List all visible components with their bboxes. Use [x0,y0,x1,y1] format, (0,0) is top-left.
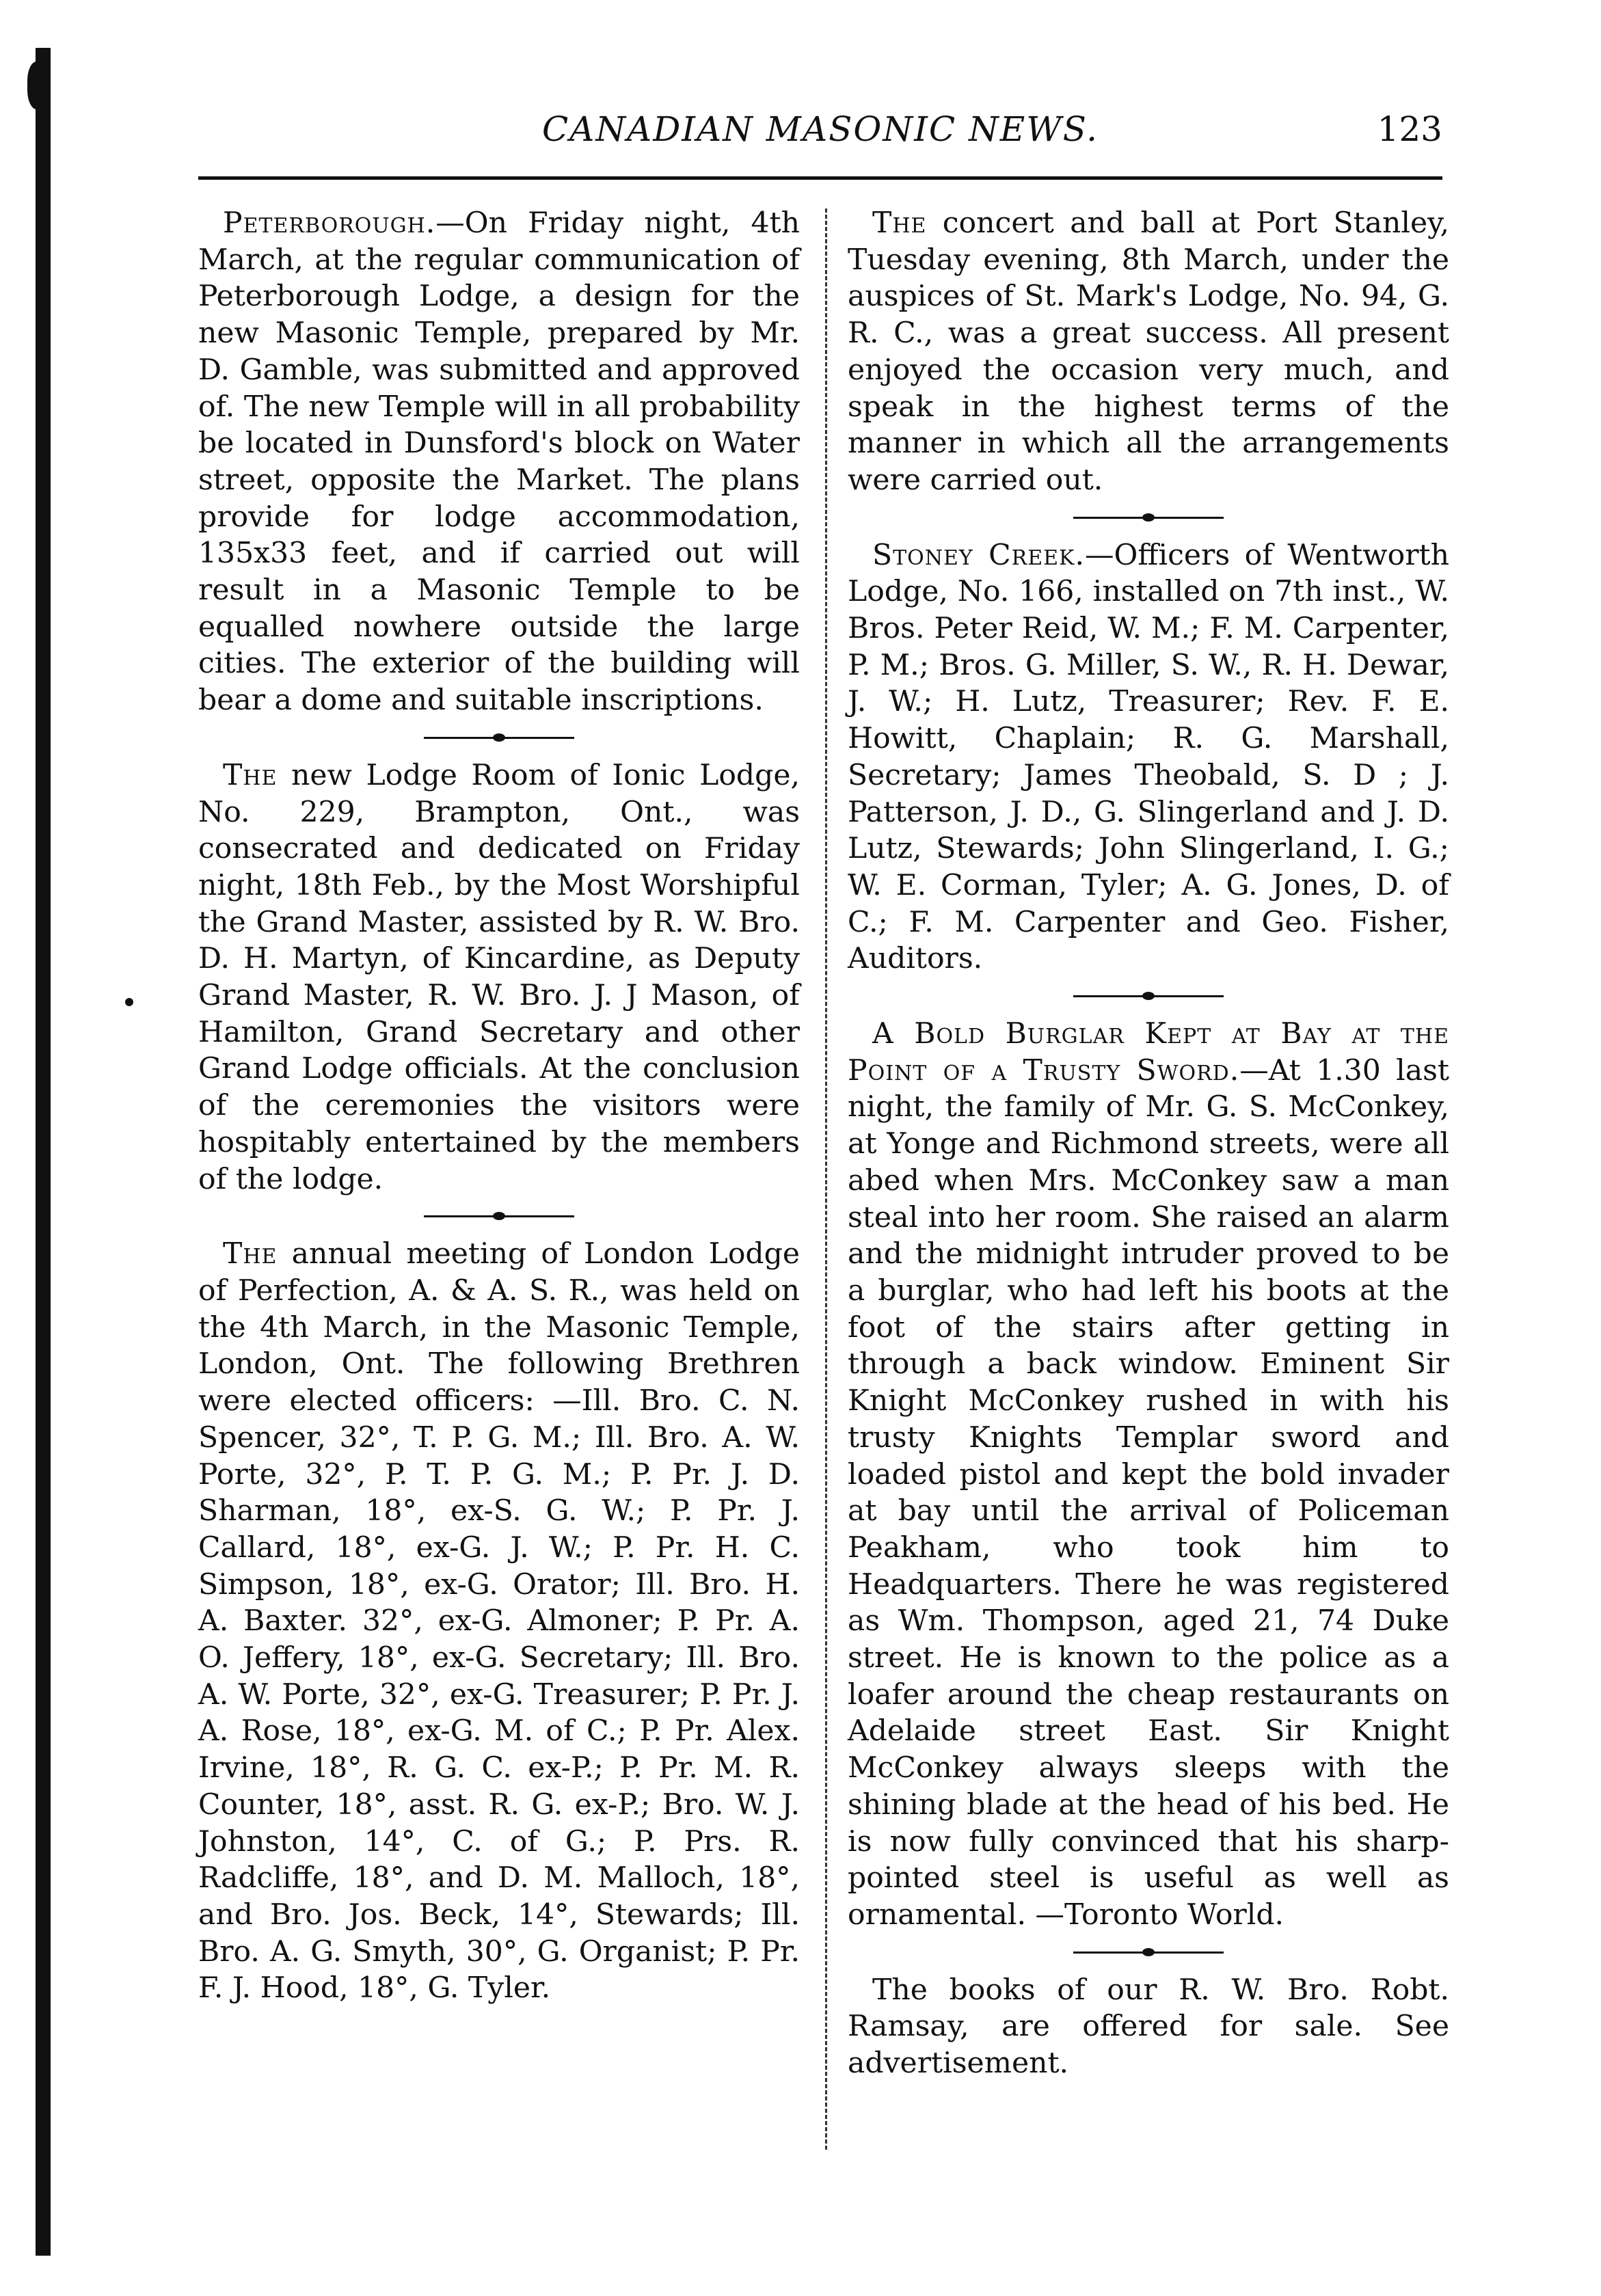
article-concert [848,205,1449,499]
binding-rule [36,48,51,2256]
article-lead: The [872,206,927,240]
article-lead: Stoney Creek. [872,538,1085,572]
page-number: 123 [1377,109,1442,149]
article-burglar [848,1016,1449,1934]
left-column [198,205,800,2007]
section-separator [198,719,800,757]
article-ionic-lodge [198,757,800,1198]
article-london-lodge [198,1236,800,2007]
article-lead: A Bold Burglar Kept at Bay at the Point of a Trusty Sword. [848,1017,1449,1088]
article-body: —Officers of Wentworth Lodge, No. 166, installed on 7th inst., W. Bros. Peter Reid, W. M.; F. M. Carpenter, P. M.; Bros. G. Miller, S. W., R. H. Dewar, J. W.; H. Lutz, Treasurer; Rev. F. E. Howitt, Chaplain; R. G. Marshall, Secretary; James Theobald, S. D ; J. Patterson, J. D., G. Slingerland and J. D. Lutz, Stewards; John Slingerland, I. G.; W. E. Corman, Tyler; A. G. Jones, D. of C.; F. M. Carpenter and Geo. Fisher, Auditors. [848,538,1449,976]
column-divider [825,208,827,2150]
header-rule [198,176,1442,180]
page-header [198,109,1442,164]
article-body: The books of our R. W. Bro. Robt. Ramsay, are offered for sale. See advertisement. [848,1973,1449,2081]
section-separator [848,977,1449,1016]
article-body: new Lodge Room of Ionic Lodge, No. 229, Brampton, Ont., was consecrated and dedicated on Friday night, 18th Feb., by the Most Worshipful the Grand Master, assisted by R. W. Bro. D. H. Martyn, of Kincardine, as Deputy Grand Master, R. W. Bro. J. J Mason, of Hamilton, Grand Secretary and other Grand Lodge officials. At the conclusion of the ceremonies the visitors were hospitably entertained by the members of the lodge. [198,758,800,1196]
article-lead: Peterborough. [223,206,436,240]
article-body: concert and ball at Port Stanley, Tuesday evening, 8th March, under the auspices of St. Mark's Lodge, No. 94, G. R. C., was a great success. All present enjoyed the occasion very much, and speak in the highest terms of the manner in which all the arrangements were carried out. [848,206,1449,497]
article-lead: The [223,758,278,792]
binding-knob [27,62,51,109]
article-stoney-creek [848,537,1449,977]
section-separator [848,499,1449,537]
article-body: —On Friday night, 4th March, at the regular communication of Peterborough Lodge, a design for the new Masonic Temple, prepared by Mr. D. Gamble, was submitted and approved of. The new Temple will in all probability be located in Dunsford's block on Water street, opposite the Market. The plans provide for lodge accommodation, 135x33 feet, and if carried out will result in a Masonic Temple to be equalled nowhere outside the large cities. The exterior of the building will bear a dome and suitable inscriptions. [198,206,800,718]
section-separator [198,1198,800,1236]
section-separator [848,1934,1449,1972]
article-body: annual meeting of London Lodge of Perfection, A. & A. S. R., was held on the 4th March, in the Masonic Temple, London, Ont. The following Brethren were elected officers: —Ill. Bro. C. N. Spencer, 32°, T. P. G. M.; Ill. Bro. A. W. Porte, 32°, P. T. P. G. M.; P. Pr. J. D. Sharman, 18°, ex-S. G. W.; P. Pr. J. Callard, 18°, ex-G. J. W.; P. Pr. H. C. Simpson, 18°, ex-G. Orator; Ill. Bro. H. A. Baxter. 32°, ex-G. Almoner; P. Pr. A. O. Jeffery, 18°, ex-G. Secretary; Ill. Bro. A. W. Porte, 32°, ex-G. Treasurer; P. Pr. J. A. Rose, 18°, ex-G. M. of C.; P. Pr. Alex. Irvine, 18°, R. G. C. ex-P.; P. Pr. M. R. Counter, 18°, asst. R. G. ex-P.; Bro. W. J. Johnston, 14°, C. of G.; P. Prs. R. Radcliffe, 18°, and D. M. Malloch, 18°, and Bro. Jos. Beck, 14°, Stewards; Ill. Bro. A. G. Smyth, 30°, G. Organist; P. Pr. F. J. Hood, 18°, G. Tyler. [198,1237,800,2005]
margin-dot [125,998,133,1006]
article-lead: The [223,1237,278,1271]
right-column [848,205,1449,2082]
article-body: —At 1.30 last night, the family of Mr. G. S. McConkey, at Yonge and Richmond streets, were all abed when Mrs. McConkey saw a man steal into her room. She raised an alarm and the midnight intruder proved to be a burglar, who had left his boots at the foot of the stairs after getting in through a back window. Eminent Sir Knight McConkey rushed in with his trusty Knights Templar sword and loaded pistol and kept the bold invader at bay until the arrival of Policeman Peakham, who took him to Headquarters. There he was registered as Wm. Thompson, aged 21, 74 Duke street. He is known to the police as a loafer around the cheap restaurants on Adelaide street East. Sir Knight McConkey always sleeps with the shining blade at the head of his bed. He is now fully convinced that his sharp-pointed steel is useful as well as ornamental. —Toronto World. [848,1053,1449,1932]
article-books [848,1972,1449,2082]
article-peterborough [198,205,800,719]
running-title: CANADIAN MASONIC NEWS. [541,109,1099,149]
